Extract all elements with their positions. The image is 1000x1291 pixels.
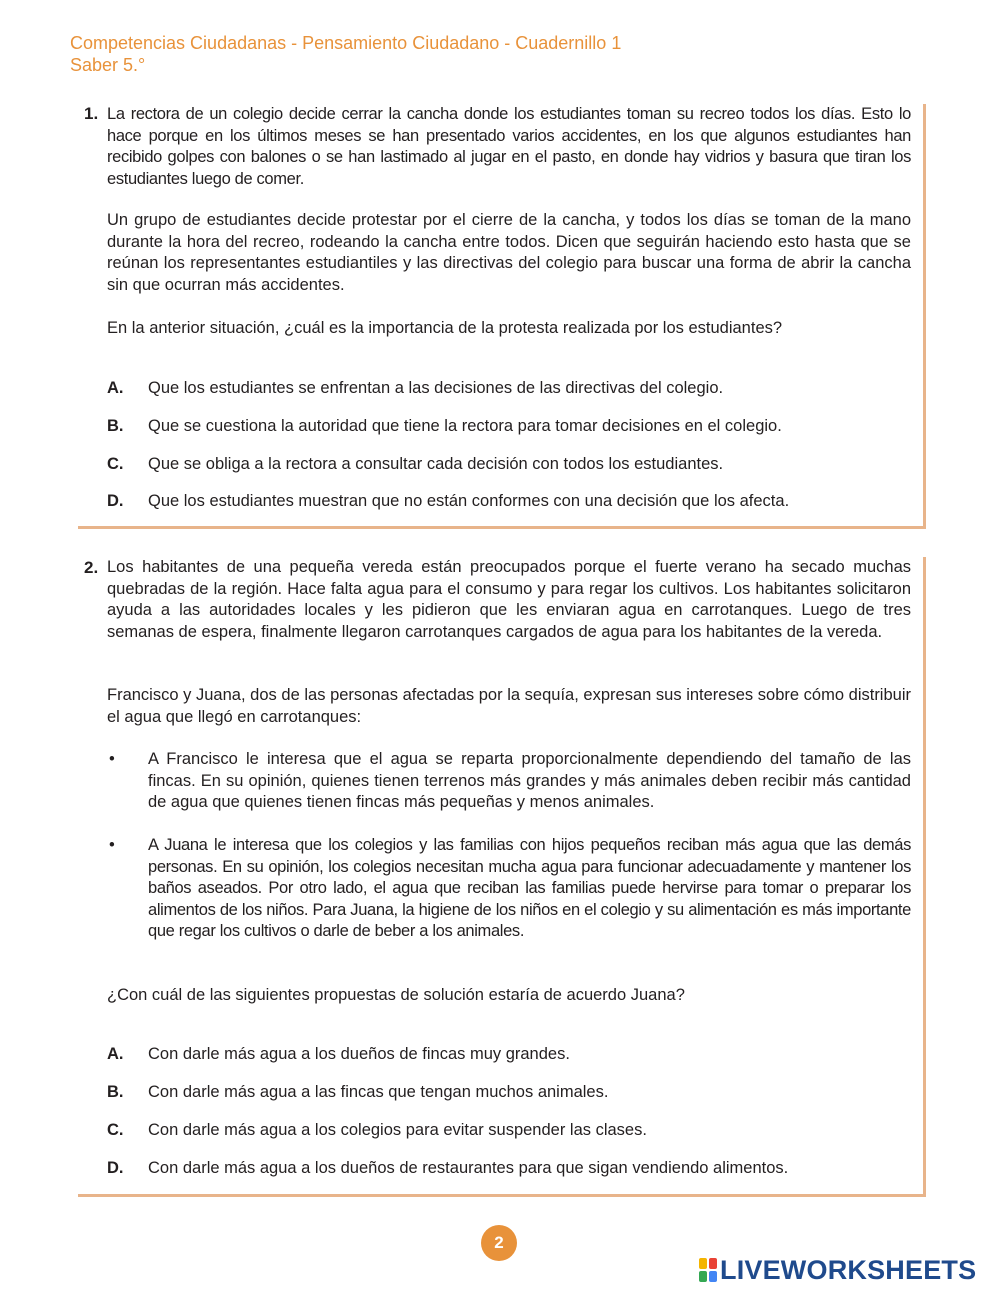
option-letter: A. [107,379,124,397]
document-header [70,32,621,76]
option-letter: C. [107,455,124,473]
option-text: Con darle más agua a los dueños de restaurantes para que sigan vendiendo alimentos. [148,1159,789,1177]
question-number: 1. [84,104,99,123]
question-paragraph: Un grupo de estudiantes decide protestar por el cierre de la cancha, y todos los días se toman de la mano durante la hora del recreo, rodeando la cancha entre todos. Dicen que seguirán haciendo esto hasta que se reúnan los representantes estudiantiles y las directivas del colegio para buscar una forma de abrir la cancha sin que ocurran más accidentes. [107,211,911,294]
question-paragraph: Los habitantes de una pequeña vereda están preocupados porque el fuerte verano ha secado muchas quebradas de la región. Hace falta agua para el consumo y para regar los cultivos. Los habitantes solicitaron ayuda a las autoridades locales y les pidieron que les enviaran agua en carrotanques. Luego de tres semanas de espera, finalmente llegaron carrotanques cargados de agua para los habitantes de la vereda. [107,558,911,641]
page-number: 2 [481,1225,517,1261]
brand-name: LIVEWORKSHEETS [720,1254,977,1285]
option-letter: D. [107,492,124,510]
question-2 [78,557,926,1197]
option-text: Con darle más agua a las fincas que tengan muchos animales. [148,1083,609,1101]
option-letter: D. [107,1159,124,1177]
option-letter: C. [107,1121,124,1139]
question-stem: ¿Con cuál de las siguientes propuestas de solución estaría de acuerdo Juana? [107,986,685,1004]
question-number: 2. [84,558,99,577]
question-paragraph: La rectora de un colegio decide cerrar la cancha donde los estudiantes toman su recreo todos los días. Esto lo hace porque en los últimos meses se han presentado varios accidentes, en los que algunos estudiantes han recibido golpes con balones o se han lastimado al jugar en el pasto, en donde hay vidrios y basura que tiran los estudiantes luego de comer. [107,105,911,188]
liveworksheets-icon [698,1257,718,1283]
header-title: Competencias Ciudadanas - Pensamiento Ciudadano - Cuadernillo 1 [70,33,622,53]
bullet-text: A Francisco le interesa que el agua se reparta proporcionalmente dependiendo del tamaño de las fincas. En su opinión, quienes tienen terrenos más grandes y más animales deben recibir más cantidad de agua que quienes tienen fincas más pequeñas y menos animales. [148,750,911,811]
bullet-icon: • [109,750,115,768]
question-paragraph: Francisco y Juana, dos de las personas afectadas por la sequía, expresan sus intereses sobre cómo distribuir el agua que llegó en carrotanques: [107,686,911,726]
question-1 [78,104,926,529]
option-text: Que los estudiantes muestran que no están conformes con una decisión que los afecta. [148,492,790,510]
option-text: Que se cuestiona la autoridad que tiene la rectora para tomar decisiones en el colegio. [148,417,782,435]
bullet-text: A Juana le interesa que los colegios y las familias con hijos pequeños reciban más agua que las demás personas. En su opinión, los colegios necesitan mucha agua para funcionar adecuadamente y mantener los baños aseados. Por otro lado, el agua que reciban las familias puede hervirse para tomar o preparar los alimentos de los niños. Para Juana, la higiene de los niños en el colegio y su alimentación es más importante que regar los cultivos o darle de beber a los animales. [148,836,911,940]
option-letter: A. [107,1045,124,1063]
question-stem: En la anterior situación, ¿cuál es la importancia de la protesta realizada por los estudiantes? [107,319,783,337]
liveworksheets-logo[interactable] [698,1254,976,1286]
bullet-icon: • [109,836,115,854]
option-text: Que los estudiantes se enfrentan a las decisiones de las directivas del colegio. [148,379,724,397]
bullet-item [107,749,911,814]
option-letter: B. [107,417,124,435]
option-letter: B. [107,1083,124,1101]
option-text: Que se obliga a la rectora a consultar cada decisión con todos los estudiantes. [148,455,724,473]
header-subtitle: Saber 5.° [70,55,146,75]
option-text: Con darle más agua a los dueños de fincas muy grandes. [148,1045,570,1063]
bullet-item [107,835,911,943]
option-text: Con darle más agua a los colegios para evitar suspender las clases. [148,1121,647,1139]
